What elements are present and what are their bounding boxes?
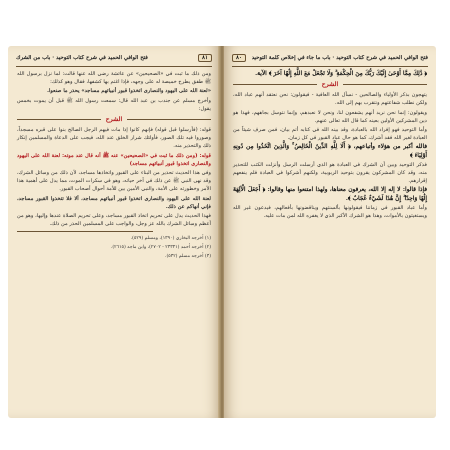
commentary-paragraph: يتهجون بذكر الأولياء والصالحين - نسأل الله العافية - فيقولون: نحن نعتقد أنهم عباد الله، ولكن نطلب شفاعتهم ونتقرب بهم إلى الله. [233,92,427,107]
section-label: الشرح [321,81,339,89]
footnote-rule [17,231,153,232]
right-page-commentary [233,91,427,220]
right-page [224,46,436,418]
commentary-paragraph: ويقولون: إنما نحن نريد أنهم يشفعون لنا، ونحن لا نعبدهم، وإنما نتوسل بجاههم، فهذا هو دين المشركين الأولين بعينه كما قال الله تعالى عنهم. [233,109,427,124]
left-page-running-title: فتح الوافي الحميد في شرح كتاب التوحيد · باب من الشرك [16,55,148,61]
divider [127,119,211,120]
commentary-paragraph: وفي هذا الحديث تحذير من البناء على القبور واتخاذها مساجد، لأن ذلك من وسائل الشرك، وقد نهى النبي ﷺ عن ذلك في آخر حياته، وهو في سكرات الموت، مما يدل على أهمية هذا الأمر وخطورته على الأمة، والنبي الأمين بين للأمة أحوال أصحاب القبور. [17,170,211,193]
commentary-paragraph: وأما عباد القبور في زماننا فيقولونها بألسنتهم ويناقضونها بأفعالهم، فيدعون غير الله ويستغيثون بالأموات، وهذا هو الشرك الأكبر الذي لا يغفره الله لمن مات عليه. [233,204,427,220]
commentary-paragraph: فإذا قالوا: لا إله إلا الله، يعرفون معناها، ولهذا امتنعوا منها وقالوا: ﴿ أَجَعَلَ الْآلِهَةَ إِلَٰهًا وَاحِدًا ۖ إِنَّ هَٰذَا لَشَيْءٌ عُجَابٌ ﴾. [233,187,427,202]
footnote: (٢) أخرجه أحمد (٢٣٣٣١ - ٢٧٠٢)، وابن ماجه (٢٦١٥). [110,245,211,251]
right-page-number: ٨٠ [232,54,246,62]
right-commentary-heading [233,81,427,88]
left-page-footnotes [17,235,211,260]
commentary-paragraph: فذكر التوحيد وبين أن الشرك في العبادة هو الذي أرسلت الرسل وأنزلت الكتب للتحذير منه، وقد كان المشركون يقرون بتوحيد الربوبية، ولكنهم أشركوا في العبادة فلم ينفعهم إقرارهم. [233,161,427,185]
footnote: (١) أخرجه البخاري (١٣٩٠)، ومسلم (٥٢٩). [130,236,211,242]
section-label: الشرح [105,116,123,124]
paragraph: ومن ذلك ما ثبت في «الصحيحين» عن عائشة رضي الله عنها قالت: لما نزل برسول الله ﷺ طفق يطرح خميصة له على وجهه، فإذا اغتم بها كشفها، فقال وهو كذلك: [17,71,211,86]
left-page-commentary [17,126,211,228]
left-page [8,46,220,418]
right-page-running-title: فتح الوافي الحميد في شرح كتاب التوحيد · باب ما جاء في إخلاص كلمة التوحيد [251,55,428,61]
divider [17,119,101,120]
commentary-paragraph: قوله: (فأرسلوا قبل قوله) فإنهم كانوا إذا مات فيهم الرجل الصالح بنوا على قبره مسجداً، وصوروا فيه تلك الصور، فأولئك شرار الخلق عند الله، فيجب على الدعاة والمسلمين إنكار ذلك والتحذير منه. [17,127,211,150]
paragraph: «لعنة الله على اليهود والنصارى اتخذوا قبور أنبيائهم مساجد» يحذر ما صنعوا. [47,88,211,95]
left-page-number: ٨١ [198,54,212,62]
left-page-body [17,70,211,412]
left-page-text [17,70,211,113]
right-page-header [232,50,428,67]
right-page-body [233,70,427,412]
open-book [8,46,442,418]
paragraph: وأخرج مسلم عن جندب بن عبد الله قال: سمعت رسول الله ﷺ قبل أن يموت بخمس يقول: [17,97,211,112]
right-page-text [233,70,427,78]
divider [233,84,317,85]
commentary-paragraph: لعنة الله على اليهود والنصارى اتخذوا قبور أنبيائهم مساجد، ألا فلا تتخذوا القبور مساجد، فإني أنهاكم عن ذلك. [17,195,211,210]
commentary-paragraph: وأما التوحيد فهو إفراد الله بالعبادة، وقد بينه الله في كتابه أتم بيان، فمن صرف شيئاً من العبادة لغير الله فقد أشرك، كما هو حال عباد القبور في كل زمان. [233,127,427,142]
quran-verse: ﴿ ذَٰلِكَ مِمَّا أَوْحَىٰ إِلَيْكَ رَبُّكَ مِنَ الْحِكْمَةِ ۗ وَلَا تَجْعَلْ مَعَ اللَّهِ إِلَٰهًا آخَرَ ﴾ الآية. [255,71,427,77]
commentary-paragraph: فالله أكبر من هؤلاء وأتباعهم، ﴿ أَلَا لِلَّهِ الدِّينُ الْخَالِصُ ۚ وَالَّذِينَ اتَّخَذُوا مِن دُونِهِ أَوْلِيَاءَ ﴾ [233,144,427,159]
commentary-paragraph: فهذا الحديث يدل على تحريم اتخاذ القبور مساجد، وعلى تحريم الصلاة عندها وإليها، وهو من أعظم وسائل الشرك بالله عز وجل، والواجب على المسلمين الحذر من ذلك. [17,213,211,228]
left-commentary-heading [17,116,211,123]
divider [343,84,427,85]
left-page-header [16,50,212,67]
footnote: (٣) أخرجه مسلم (٥٣٢). [165,253,211,259]
commentary-paragraph: قوله: (ومن ذلك ما ثبت في «الصحيحين» عنه ﷺ أنه قال عند موته: لعنة الله على اليهود والنصارى اتخذوا قبور أنبيائهم مساجد) [17,152,211,167]
